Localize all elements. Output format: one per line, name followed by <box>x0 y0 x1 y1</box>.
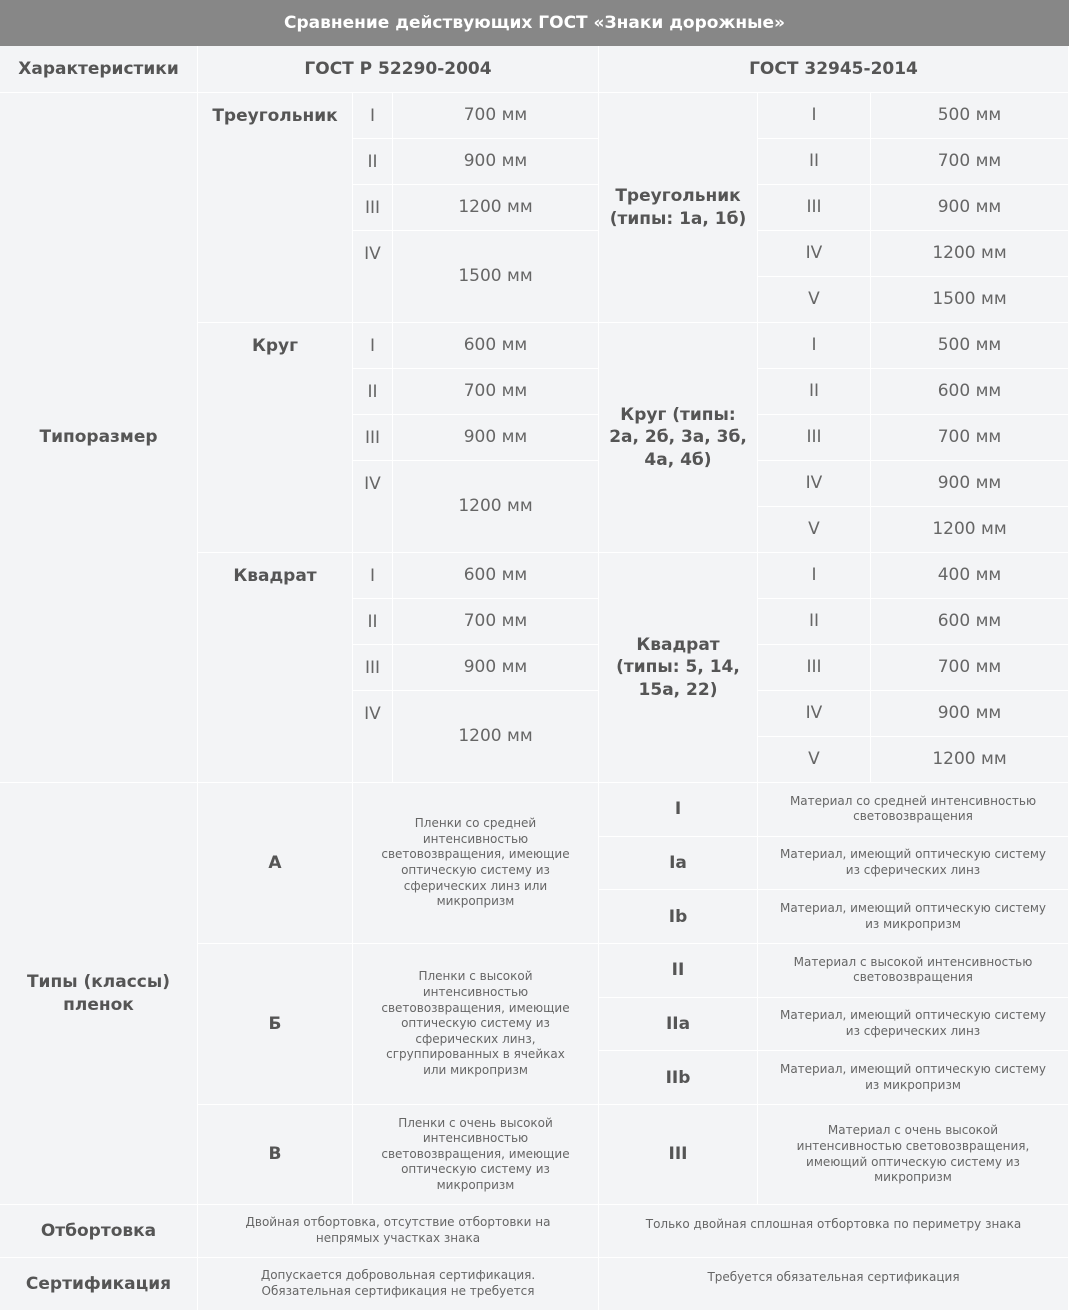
new-size-number: IV <box>758 691 871 737</box>
flanging-old: Двойная отбортовка, отсутствие отбортовки на непрямых участках знака <box>198 1205 599 1258</box>
new-size-number: V <box>758 507 871 553</box>
old-size-value: 600 мм <box>393 553 599 599</box>
new-size-number: V <box>758 737 871 783</box>
new-size-value: 900 мм <box>871 185 1069 231</box>
old-size-value: 900 мм <box>393 415 599 461</box>
old-size-number: II <box>353 369 393 415</box>
table-title: Сравнение действующих ГОСТ «Знаки дорожные» <box>0 0 1069 46</box>
certification-old: Допускается добровольная сертификация. Обязательная сертификация не требуется <box>198 1258 599 1311</box>
new-film-description: Материал с высокой интенсивностью световозвращения <box>758 944 1069 998</box>
new-film-description: Материал со средней интенсивностью световозвращения <box>758 783 1069 837</box>
old-size-number: II <box>353 599 393 645</box>
old-film-type: Б <box>198 944 353 1105</box>
new-size-number: II <box>758 599 871 645</box>
old-film-description: Пленки с очень высокой интенсивностью световозвращения, имеющие оптическую систему из микропризм <box>353 1105 599 1205</box>
old-size-number: IV <box>353 231 393 323</box>
new-film-class: III <box>599 1105 758 1205</box>
old-size-value: 900 мм <box>393 645 599 691</box>
new-size-number: II <box>758 139 871 185</box>
old-size-number: III <box>353 645 393 691</box>
new-size-value: 900 мм <box>871 691 1069 737</box>
new-film-class: II <box>599 944 758 998</box>
new-film-description: Материал, имеющий оптическую систему из микропризм <box>758 890 1069 944</box>
old-film-description: Пленки с высокой интенсивностью световозвращения, имеющие оптическую систему из сферических линз, сгруппированных в ячейках или микропризм <box>353 944 599 1105</box>
typesize-label: Типоразмер <box>0 93 198 783</box>
old-size-value: 700 мм <box>393 93 599 139</box>
new-size-value: 1200 мм <box>871 231 1069 277</box>
header-characteristics: Характеристики <box>0 46 198 93</box>
new-size-number: I <box>758 323 871 369</box>
new-film-description: Материал с очень высокой интенсивностью световозвращения, имеющий оптическую систему из микропризм <box>758 1105 1069 1205</box>
flanging-label: Отбортовка <box>0 1205 198 1258</box>
films-label: Типы (классы) пленок <box>0 783 198 1205</box>
old-size-number: III <box>353 185 393 231</box>
header-gost-new: ГОСТ 32945-2014 <box>599 46 1069 93</box>
new-film-class: IIb <box>599 1051 758 1105</box>
new-shape-name: Треугольник (типы: 1а, 1б) <box>599 93 758 323</box>
new-size-value: 1500 мм <box>871 277 1069 323</box>
new-size-number: V <box>758 277 871 323</box>
old-size-number: III <box>353 415 393 461</box>
new-size-number: IV <box>758 231 871 277</box>
new-size-value: 700 мм <box>871 139 1069 185</box>
new-size-number: IV <box>758 461 871 507</box>
old-film-type: А <box>198 783 353 944</box>
old-size-value: 700 мм <box>393 369 599 415</box>
old-film-type: В <box>198 1105 353 1205</box>
old-size-number: II <box>353 139 393 185</box>
new-film-class: Ia <box>599 837 758 891</box>
old-size-number: I <box>353 553 393 599</box>
new-film-class: Ib <box>599 890 758 944</box>
header-gost-old: ГОСТ Р 52290-2004 <box>198 46 599 93</box>
old-size-value: 600 мм <box>393 323 599 369</box>
old-size-number: IV <box>353 691 393 783</box>
new-size-number: III <box>758 185 871 231</box>
new-size-value: 600 мм <box>871 599 1069 645</box>
old-size-value: 1200 мм <box>393 185 599 231</box>
new-film-description: Материал, имеющий оптическую систему из сферических линз <box>758 998 1069 1052</box>
new-size-value: 1200 мм <box>871 507 1069 553</box>
certification-label: Сертификация <box>0 1258 198 1311</box>
new-size-value: 400 мм <box>871 553 1069 599</box>
new-size-number: II <box>758 369 871 415</box>
flanging-new: Только двойная сплошная отбортовка по периметру знака <box>599 1205 1069 1258</box>
new-film-class: IIa <box>599 998 758 1052</box>
old-size-value: 1500 мм <box>393 231 599 323</box>
new-size-value: 700 мм <box>871 645 1069 691</box>
new-size-value: 1200 мм <box>871 737 1069 783</box>
new-size-value: 500 мм <box>871 93 1069 139</box>
new-film-description: Материал, имеющий оптическую систему из микропризм <box>758 1051 1069 1105</box>
old-size-value: 700 мм <box>393 599 599 645</box>
new-shape-name: Круг (типы: 2а, 2б, 3а, 3б, 4а, 4б) <box>599 323 758 553</box>
old-shape-name: Круг <box>198 323 353 553</box>
old-size-number: I <box>353 323 393 369</box>
old-shape-name: Треугольник <box>198 93 353 323</box>
old-size-value: 1200 мм <box>393 691 599 783</box>
new-size-number: I <box>758 553 871 599</box>
old-size-number: I <box>353 93 393 139</box>
old-size-number: IV <box>353 461 393 553</box>
old-shape-name: Квадрат <box>198 553 353 783</box>
new-size-number: III <box>758 415 871 461</box>
new-size-number: I <box>758 93 871 139</box>
new-size-number: III <box>758 645 871 691</box>
new-film-class: I <box>599 783 758 837</box>
old-size-value: 900 мм <box>393 139 599 185</box>
new-film-description: Материал, имеющий оптическую систему из сферических линз <box>758 837 1069 891</box>
new-size-value: 900 мм <box>871 461 1069 507</box>
old-size-value: 1200 мм <box>393 461 599 553</box>
new-size-value: 700 мм <box>871 415 1069 461</box>
certification-new: Требуется обязательная сертификация <box>599 1258 1069 1311</box>
new-size-value: 600 мм <box>871 369 1069 415</box>
new-size-value: 500 мм <box>871 323 1069 369</box>
old-film-description: Пленки со средней интенсивностью световозвращения, имеющие оптическую систему из сферических линз или микропризм <box>353 783 599 944</box>
new-shape-name: Квадрат (типы: 5, 14, 15а, 22) <box>599 553 758 783</box>
